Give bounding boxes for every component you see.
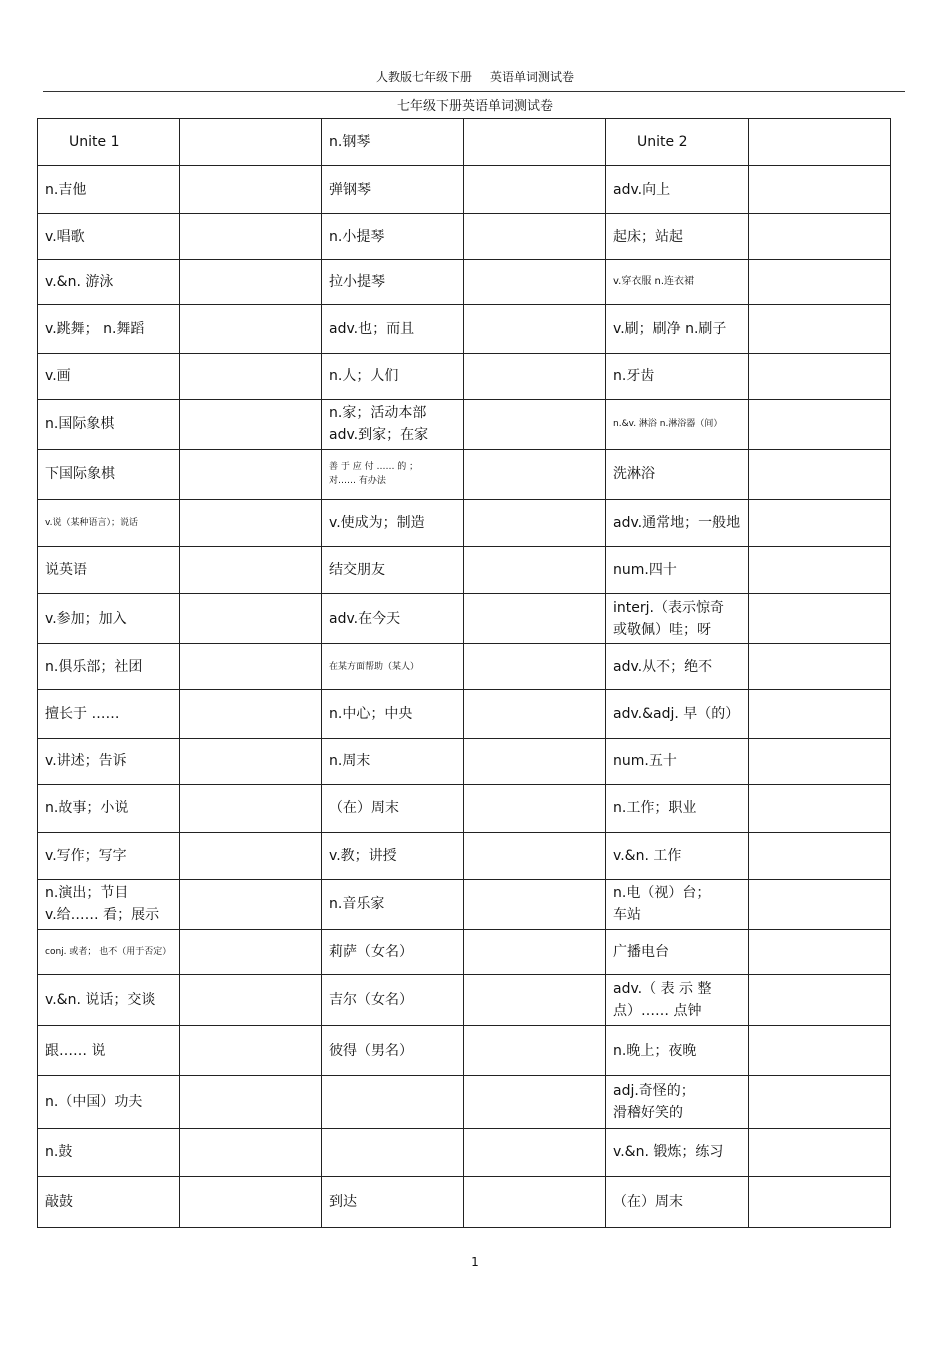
chinese-meaning-cell: v.刷；刷净 n.刷子 [606, 305, 749, 353]
header-subject: 英语单词测试卷 [490, 70, 575, 84]
chinese-meaning-cell: v.写作；写字 [38, 832, 180, 879]
answer-cell[interactable] [180, 1076, 322, 1128]
table-row [38, 399, 891, 449]
answer-cell[interactable] [180, 399, 322, 449]
chinese-meaning-cell: （在）周末 [606, 1176, 749, 1227]
chinese-meaning-cell: n.周末 [322, 738, 464, 784]
answer-cell[interactable] [180, 975, 322, 1026]
answer-cell[interactable] [464, 214, 606, 260]
answer-cell[interactable] [464, 594, 606, 644]
answer-cell[interactable] [180, 784, 322, 832]
answer-cell[interactable] [180, 930, 322, 975]
answer-cell[interactable] [749, 644, 891, 690]
answer-cell[interactable] [180, 166, 322, 214]
chinese-meaning-cell: 起床；站起 [606, 214, 749, 260]
answer-cell[interactable] [464, 119, 606, 166]
table-row [38, 260, 891, 305]
chinese-meaning-cell: adv.&adj. 早（的） [606, 690, 749, 738]
chinese-meaning-cell: n.家；活动本部 adv.到家；在家 [322, 399, 464, 449]
answer-cell[interactable] [180, 353, 322, 399]
answer-cell[interactable] [464, 166, 606, 214]
vocabulary-table-body [38, 119, 891, 1228]
chinese-meaning-cell: v.&n. 说话；交谈 [38, 975, 180, 1026]
answer-cell[interactable] [749, 1176, 891, 1227]
answer-cell[interactable] [464, 879, 606, 929]
chinese-meaning-cell: 彼得（男名） [322, 1026, 464, 1076]
chinese-meaning-cell: v.使成为；制造 [322, 499, 464, 546]
answer-cell[interactable] [180, 1128, 322, 1176]
answer-cell[interactable] [749, 690, 891, 738]
chinese-meaning-cell: interj.（表示惊奇 或敬佩）哇；呀 [606, 594, 749, 644]
chinese-meaning-cell: adv.向上 [606, 166, 749, 214]
answer-cell[interactable] [180, 119, 322, 166]
table-row [38, 930, 891, 975]
vocabulary-table [37, 118, 891, 1228]
answer-cell[interactable] [464, 738, 606, 784]
answer-cell[interactable] [180, 832, 322, 879]
table-row [38, 644, 891, 690]
chinese-meaning-cell: adv.（ 表 示 整 点）…… 点钟 [606, 975, 749, 1026]
answer-cell[interactable] [464, 784, 606, 832]
chinese-meaning-cell: v.画 [38, 353, 180, 399]
answer-cell[interactable] [464, 1076, 606, 1128]
chinese-meaning-cell: 下国际象棋 [38, 449, 180, 499]
answer-cell[interactable] [180, 1176, 322, 1227]
chinese-meaning-cell: adv.也；而且 [322, 305, 464, 353]
chinese-meaning-cell: v.&n. 工作 [606, 832, 749, 879]
chinese-meaning-cell: Unite 1 [38, 119, 180, 166]
chinese-meaning-cell: v.&n. 游泳 [38, 260, 180, 305]
chinese-meaning-cell: n.牙齿 [606, 353, 749, 399]
answer-cell[interactable] [749, 499, 891, 546]
answer-cell[interactable] [749, 1026, 891, 1076]
answer-cell[interactable] [180, 644, 322, 690]
answer-cell[interactable] [749, 449, 891, 499]
running-header [0, 68, 950, 85]
page-title: 七年级下册英语单词测试卷 [396, 99, 553, 114]
answer-cell[interactable] [749, 214, 891, 260]
answer-cell[interactable] [180, 738, 322, 784]
answer-cell[interactable] [464, 644, 606, 690]
chinese-meaning-cell: 洗淋浴 [606, 449, 749, 499]
chinese-meaning-cell: v.教；讲授 [322, 832, 464, 879]
answer-cell[interactable] [464, 449, 606, 499]
chinese-meaning-cell: n.电（视）台； 车站 [606, 879, 749, 929]
answer-cell[interactable] [180, 499, 322, 546]
answer-cell[interactable] [749, 260, 891, 305]
chinese-meaning-cell: n.演出；节目 v.给…… 看；展示 [38, 879, 180, 929]
table-row [38, 879, 891, 929]
page-number: 1 [471, 1255, 479, 1269]
table-row [38, 214, 891, 260]
chinese-meaning-cell: n.国际象棋 [38, 399, 180, 449]
table-row [38, 738, 891, 784]
chinese-meaning-cell: 到达 [322, 1176, 464, 1227]
header-book: 人教版七年级下册 [375, 70, 472, 84]
table-row [38, 166, 891, 214]
answer-cell[interactable] [749, 930, 891, 975]
chinese-meaning-cell: 在某方面帮助（某人） [322, 644, 464, 690]
answer-cell[interactable] [464, 399, 606, 449]
answer-cell[interactable] [464, 930, 606, 975]
chinese-meaning-cell: num.五十 [606, 738, 749, 784]
table-row [38, 305, 891, 353]
answer-cell[interactable] [464, 353, 606, 399]
answer-cell[interactable] [749, 1076, 891, 1128]
chinese-meaning-cell: n.小提琴 [322, 214, 464, 260]
chinese-meaning-cell [322, 1128, 464, 1176]
table-row [38, 449, 891, 499]
answer-cell[interactable] [749, 353, 891, 399]
answer-cell[interactable] [749, 547, 891, 594]
answer-cell[interactable] [180, 214, 322, 260]
answer-cell[interactable] [749, 119, 891, 166]
chinese-meaning-cell: conj. 或者； 也不（用于否定） [38, 930, 180, 975]
table-row [38, 832, 891, 879]
chinese-meaning-cell: 弹钢琴 [322, 166, 464, 214]
chinese-meaning-cell: v.讲述；告诉 [38, 738, 180, 784]
table-row [38, 690, 891, 738]
answer-cell[interactable] [464, 1128, 606, 1176]
table-row [38, 784, 891, 832]
chinese-meaning-cell: 吉尔（女名） [322, 975, 464, 1026]
chinese-meaning-cell: n.人；人们 [322, 353, 464, 399]
chinese-meaning-cell: 广播电台 [606, 930, 749, 975]
table-row [38, 119, 891, 166]
answer-cell[interactable] [464, 975, 606, 1026]
answer-cell[interactable] [749, 784, 891, 832]
chinese-meaning-cell: n.中心；中央 [322, 690, 464, 738]
table-row [38, 353, 891, 399]
answer-cell[interactable] [464, 1026, 606, 1076]
answer-cell[interactable] [180, 1026, 322, 1076]
chinese-meaning-cell: n.钢琴 [322, 119, 464, 166]
answer-cell[interactable] [749, 166, 891, 214]
chinese-meaning-cell: 擅长于 …… [38, 690, 180, 738]
chinese-meaning-cell: n.&v. 淋浴 n.淋浴器（间） [606, 399, 749, 449]
chinese-meaning-cell: v.穿衣服 n.连衣裙 [606, 260, 749, 305]
answer-cell[interactable] [464, 690, 606, 738]
table-row [38, 1128, 891, 1176]
chinese-meaning-cell: n.音乐家 [322, 879, 464, 929]
chinese-meaning-cell: v.跳舞； n.舞蹈 [38, 305, 180, 353]
answer-cell[interactable] [749, 1128, 891, 1176]
answer-cell[interactable] [180, 690, 322, 738]
chinese-meaning-cell: v.&n. 锻炼；练习 [606, 1128, 749, 1176]
chinese-meaning-cell: n.俱乐部；社团 [38, 644, 180, 690]
chinese-meaning-cell: 说英语 [38, 547, 180, 594]
answer-cell[interactable] [749, 399, 891, 449]
header-rule [43, 91, 905, 92]
chinese-meaning-cell: v.说（某种语言）；说话 [38, 499, 180, 546]
answer-cell[interactable] [180, 260, 322, 305]
answer-cell[interactable] [180, 594, 322, 644]
chinese-meaning-cell: n.晚上；夜晚 [606, 1026, 749, 1076]
chinese-meaning-cell: 善 于 应 付 …… 的 ； 对…… 有办法 [322, 449, 464, 499]
table-row [38, 1026, 891, 1076]
chinese-meaning-cell: 结交朋友 [322, 547, 464, 594]
answer-cell[interactable] [180, 305, 322, 353]
answer-cell[interactable] [749, 305, 891, 353]
chinese-meaning-cell: 敲鼓 [38, 1176, 180, 1227]
answer-cell[interactable] [180, 879, 322, 929]
chinese-meaning-cell [322, 1076, 464, 1128]
chinese-meaning-cell: adv.从不；绝不 [606, 644, 749, 690]
chinese-meaning-cell: Unite 2 [606, 119, 749, 166]
answer-cell[interactable] [464, 547, 606, 594]
answer-cell[interactable] [749, 879, 891, 929]
answer-cell[interactable] [464, 260, 606, 305]
chinese-meaning-cell: n.工作；职业 [606, 784, 749, 832]
chinese-meaning-cell: num.四十 [606, 547, 749, 594]
answer-cell[interactable] [464, 499, 606, 546]
answer-cell[interactable] [749, 738, 891, 784]
answer-cell[interactable] [464, 832, 606, 879]
answer-cell[interactable] [180, 547, 322, 594]
table-row [38, 1176, 891, 1227]
table-row [38, 547, 891, 594]
table-row [38, 1076, 891, 1128]
chinese-meaning-cell: adv.在今天 [322, 594, 464, 644]
answer-cell[interactable] [180, 449, 322, 499]
chinese-meaning-cell: 莉萨（女名） [322, 930, 464, 975]
table-row [38, 499, 891, 546]
answer-cell[interactable] [749, 832, 891, 879]
chinese-meaning-cell: 拉小提琴 [322, 260, 464, 305]
chinese-meaning-cell: （在）周末 [322, 784, 464, 832]
chinese-meaning-cell: n.吉他 [38, 166, 180, 214]
chinese-meaning-cell: n.故事；小说 [38, 784, 180, 832]
chinese-meaning-cell: n.鼓 [38, 1128, 180, 1176]
chinese-meaning-cell: v.参加；加入 [38, 594, 180, 644]
answer-cell[interactable] [464, 305, 606, 353]
table-row [38, 594, 891, 644]
chinese-meaning-cell: v.唱歌 [38, 214, 180, 260]
answer-cell[interactable] [464, 1176, 606, 1227]
answer-cell[interactable] [749, 594, 891, 644]
chinese-meaning-cell: adj.奇怪的； 滑稽好笑的 [606, 1076, 749, 1128]
chinese-meaning-cell: 跟…… 说 [38, 1026, 180, 1076]
chinese-meaning-cell: n.（中国）功夫 [38, 1076, 180, 1128]
answer-cell[interactable] [749, 975, 891, 1026]
chinese-meaning-cell: adv.通常地；一般地 [606, 499, 749, 546]
table-row [38, 975, 891, 1026]
